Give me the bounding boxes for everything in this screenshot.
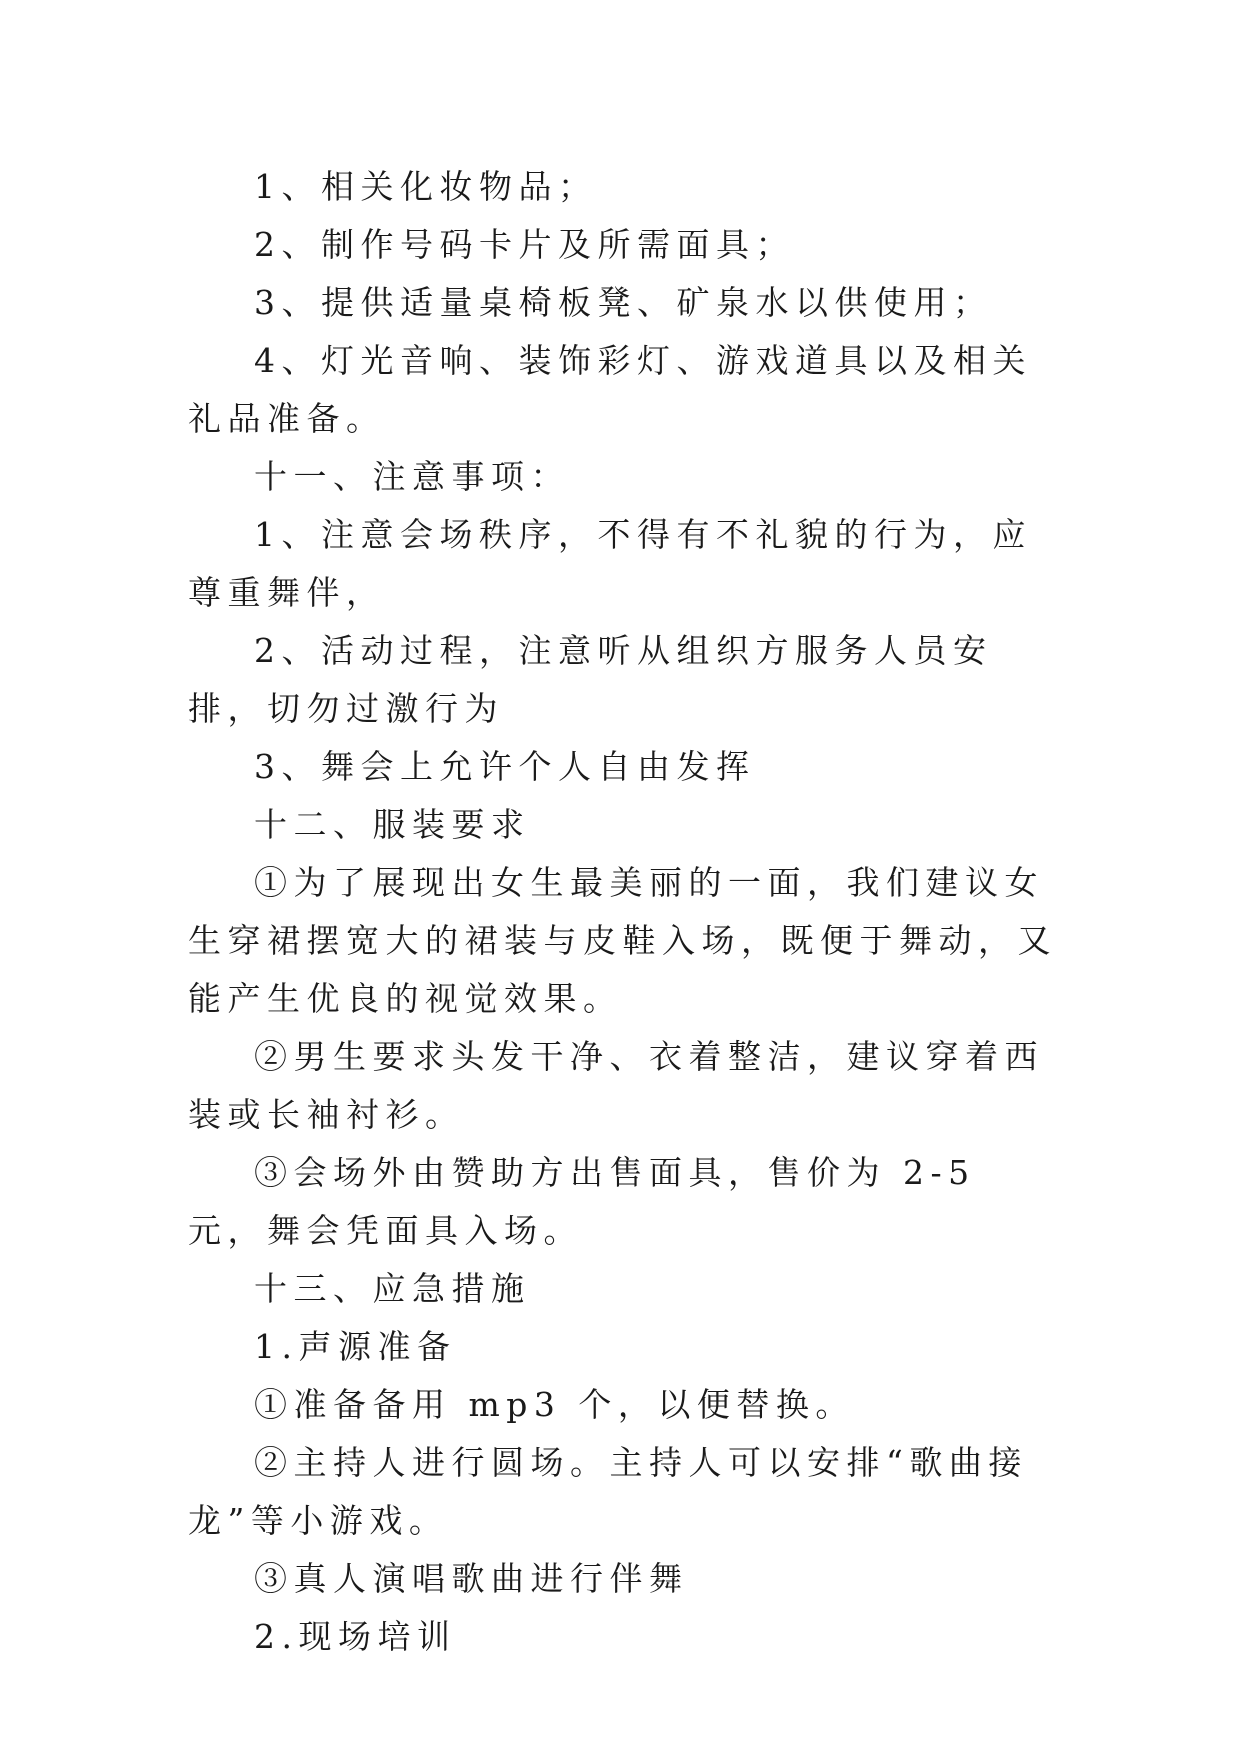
list-item-live-singing: ③真人演唱歌曲进行伴舞	[254, 1559, 689, 1598]
section-heading-dress-code: 十二、服装要求	[254, 805, 531, 844]
list-item-backup-mp3: ①准备备用 mp3 个，以便替换。	[254, 1385, 855, 1424]
list-item-host-games: ②主持人进行圆场。主持人可以安排“歌曲接龙”等小游戏。	[188, 1443, 1028, 1540]
list-item-female-attire: ①为了展现出女生最美丽的一面，我们建议女生穿裙摆宽大的裙装与皮鞋入场，既便于舞动，又能产生优良的视觉效果。	[188, 863, 1057, 1018]
list-item-makeup: 1、相关化妆物品；	[254, 167, 598, 206]
list-item-follow-staff: 2、活动过程，注意听从组织方服务人员安排，切勿过激行为	[188, 631, 993, 728]
list-item-furniture-water: 3、提供适量桌椅板凳、矿泉水以供使用；	[254, 283, 993, 322]
list-item-lighting-props: 4、灯光音响、装饰彩灯、游戏道具以及相关礼品准备。	[188, 341, 1032, 438]
section-heading-emergency: 十三、应急措施	[254, 1269, 531, 1308]
section-heading-precautions: 十一、注意事项：	[254, 457, 570, 496]
document-body	[188, 158, 1058, 1666]
subheading-audio-prep: 1.声源准备	[254, 1327, 457, 1366]
list-item-male-attire: ②男生要求头发干净、衣着整洁，建议穿着西装或长袖衬衫。	[188, 1037, 1044, 1134]
list-item-free-expression: 3、舞会上允许个人自由发挥	[254, 747, 756, 786]
list-item-number-cards: 2、制作号码卡片及所需面具；	[254, 225, 795, 264]
list-item-venue-order: 1、注意会场秩序，不得有不礼貌的行为，应尊重舞伴，	[188, 515, 1032, 612]
list-item-mask-sales: ③会场外由赞助方出售面具，售价为 2-5 元，舞会凭面具入场。	[188, 1153, 976, 1250]
subheading-onsite-training: 2.现场培训	[254, 1617, 457, 1656]
